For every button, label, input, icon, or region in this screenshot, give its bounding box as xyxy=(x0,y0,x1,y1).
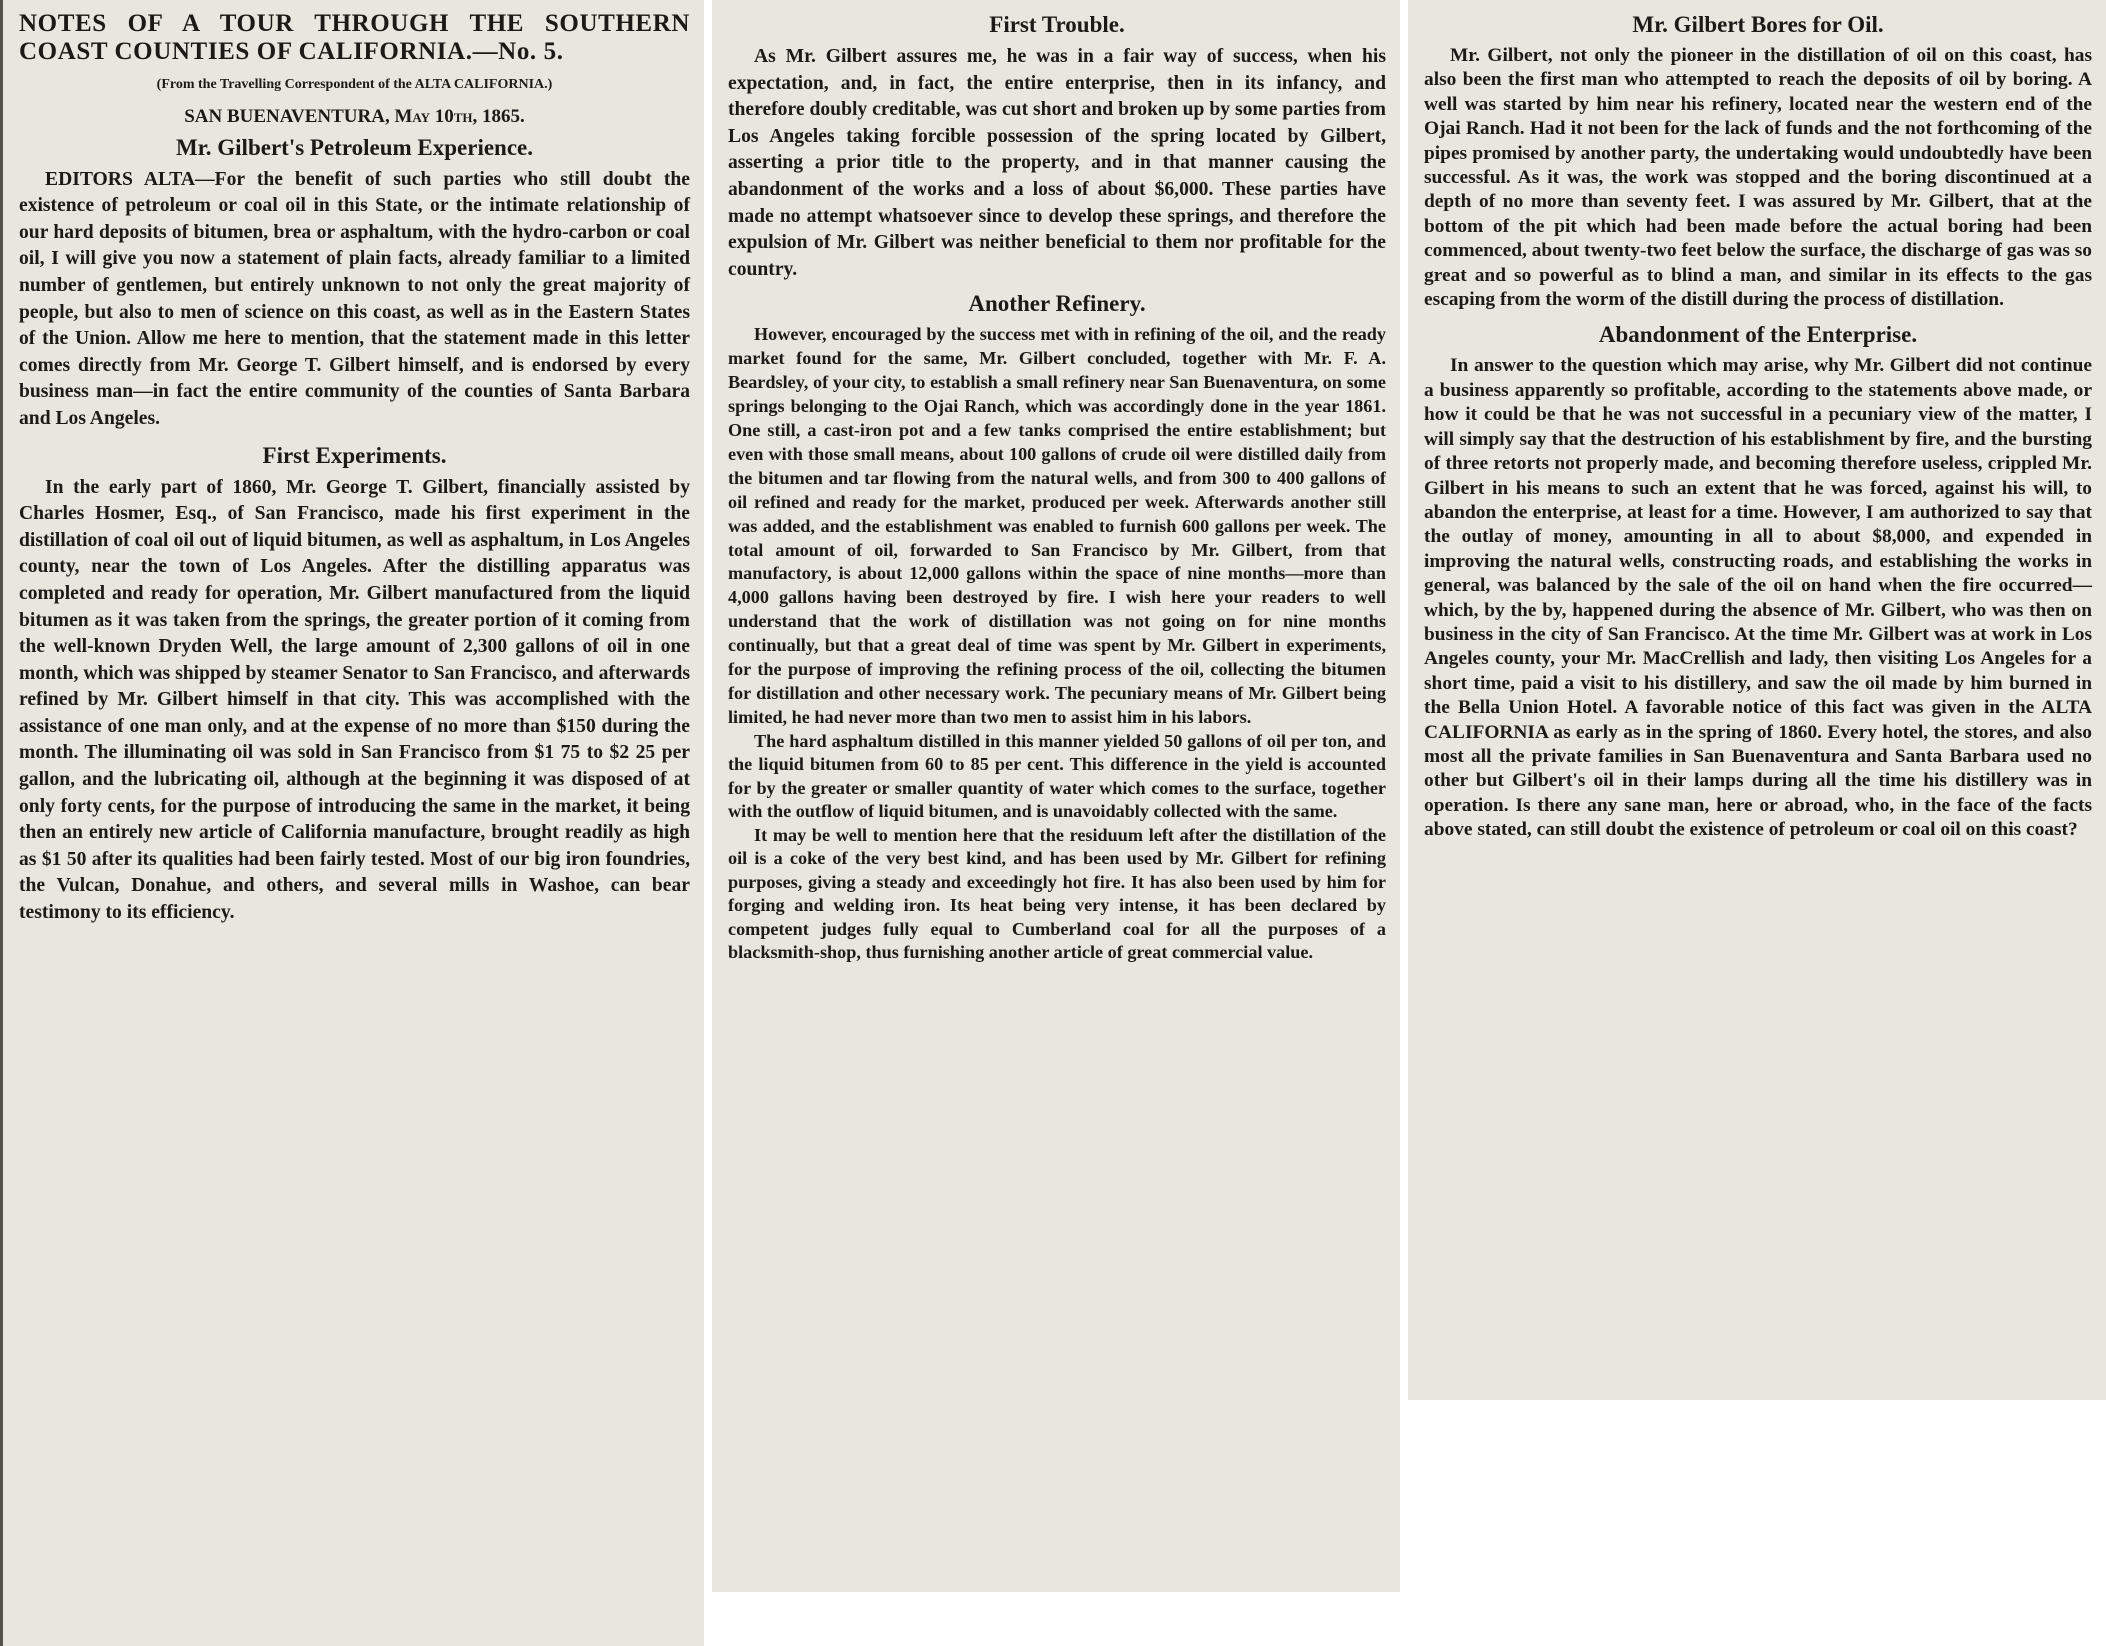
paragraph: As Mr. Gilbert assures me, he was in a fair way of success, when his expectation, and, in fact, the entire enterprise, then in its infancy, and therefore doubly creditable, was cut short and broken up by some parties from Los Angeles taking forcible possession of the spring located by Gilbert, asserting a prior title to the property, and in that manner causing the abandonment of the works and a loss of about $6,000. These parties have made no attempt whatsoever since to develop these springs, and therefore the expulsion of Mr. Gilbert was neither beneficial to them nor profitable for the country. xyxy=(728,46,1386,280)
dateline: SAN BUENAVENTURA, May 10th, 1865. xyxy=(184,106,525,127)
source-line: (From the Travelling Correspondent of the ALTA CALIFORNIA.) xyxy=(156,77,553,92)
column-1 xyxy=(0,0,704,1646)
paragraph: It may be well to mention here that the residuum left after the distillation of the oil is a coke of the very best kind, and has been used by Mr. Gilbert for refining purposes, giving a steady and exceedingly hot fire. It has also been used by him for forging and welding iron. Its heat being very intense, it has been declared by competent judges fully equal to Cumberland coal for all the purposes of a blacksmith-shop, thus furnishing another article of great commercial value. xyxy=(728,824,1386,963)
paragraph: In answer to the question which may arise, why Mr. Gilbert did not continue a business apparently so profitable, according to the statements above made, or how it could be that he was not successful in a pecuniary view of the matter, I will simply say that the destruction of his establishment by fire, and the bursting of three retorts not properly made, and becoming therefore useless, crippled Mr. Gilbert in his means to such an extent that he was forced, against his will, to abandon the enterprise, at least for a time. However, I am authorized to say that the outlay of money, amounting in all to about $8,000, and expended in improving the natural wells, constructing roads, and establishing the works in general, was balanced by the sale of the oil on hand when the fire occurred—which, by the by, happened during the absence of Mr. Gilbert, who was then on business in the city of San Francisco. At the time Mr. Gilbert was at work in Los Angeles county, your Mr. MacCrellish and lady, then visiting Los Angeles for a short time, paid a visit to his distillery, and saw the oil made by him burned in the Bella Union Hotel. A favorable notice of this fact was given in the ALTA CALIFORNIA as early as in the spring of 1860. Every hotel, the stores, and also most all the private families in San Buenaventura and Santa Barbara used no other but Gilbert's oil in their lamps during all the time his distillery was in operation. Is there any sane man, here or abroad, who, in the face of the facts above stated, can still doubt the existence of petroleum or coal oil on this coast? xyxy=(1424,355,2092,841)
paragraph: The hard asphaltum distilled in this manner yielded 50 gallons of oil per ton, and the liquid bitumen from 60 to 85 per cent. This difference in the yield is accounted for by the greater or smaller quantity of water which comes to the surface, together with the outflow of liquid bitumen, and is unavoidably collected with the same. xyxy=(728,730,1386,822)
column-3 xyxy=(1408,0,2106,1400)
paragraph: EDITORS ALTA—For the benefit of such parties who still doubt the existence of petroleum or coal oil in this State, or the intimate relationship of our hard deposits of bitumen, brea or asphaltum, with the hydro-carbon or coal oil, I will give you now a statement of plain facts, already familiar to a limited number of gentlemen, but entirely unknown to not only the great majority of people, but also to men of science on this coast, as well as in the Eastern States of the Union. Allow me here to mention, that the statement made in this letter comes directly from Mr. George T. Gilbert himself, and is endorsed by every business man—in fact the entire community of the counties of Santa Barbara and Los Angeles. xyxy=(19,168,690,429)
section-heading: First Experiments. xyxy=(262,442,447,468)
section-heading: First Trouble. xyxy=(989,12,1125,37)
paragraph: In the early part of 1860, Mr. George T. Gilbert, financially assisted by Charles Hosmer, Esq., of San Francisco, made his first experiment in the distillation of coal oil out of liquid bitumen, as well as asphaltum, in Los Angeles county, near the town of Los Angeles. After the distilling apparatus was completed and ready for operation, Mr. Gilbert manufactured from the liquid bitumen as it was taken from the springs, the greater portion of it coming from the well-known Dryden Well, the large amount of 2,300 gallons of oil in one month, which was shipped by steamer Senator to San Francisco, and afterwards refined by Mr. Gilbert himself in that city. This was accomplished with the assistance of one man only, and at the expense of no more than $150 during the month. The illuminating oil was sold in San Francisco from $1 75 to $2 25 per gallon, and the lubricating oil, although at the beginning it was disposed of at only forty cents, for the purpose of introducing the same in the market, it being then an entirely new article of California manufacture, brought readily as high as $1 50 after its qualities had been fairly tested. Most of our big iron foundries, the Vulcan, Donahue, and others, and several mills in Washoe, can bear testimony to its efficiency. xyxy=(19,476,690,924)
column-2 xyxy=(712,0,1400,1592)
section-heading: Mr. Gilbert's Petroleum Experience. xyxy=(175,134,534,160)
paragraph: Mr. Gilbert, not only the pioneer in the distillation of oil on this coast, has also been the first man who attempted to reach the deposits of oil by boring. A well was started by him near his refinery, located near the western end of the Ojai Ranch. Had it not been for the lack of funds and the not forthcoming of the pipes promised by another party, the undertaking would undoubtedly have been successful. As it was, the work was stopped and the boring discontinued at a depth of no more than seventy feet. I was assured by Mr. Gilbert, that at the bottom of the pit which had been made before the actual boring had been commenced, about twenty-two feet below the surface, the discharge of gas was so great and so powerful as to blind a man, and similar in its effects to the gas escaping from the worm of the distill during the process of distillation. xyxy=(1424,45,2092,311)
paragraph: However, encouraged by the success met with in refining of the oil, and the ready market found for the same, Mr. Gilbert concluded, together with Mr. F. A. Beardsley, of your city, to establish a small refinery near San Buenaventura, on some springs belonging to the Ojai Ranch, which was accordingly done in the year 1861. One still, a cast-iron pot and a few tanks comprised the entire establishment; but even with those small means, about 100 gallons of crude oil were distilled daily from the bitumen and tar flowing from the natural wells, and from 300 to 400 gallons of oil refined and ready for the market, produced per week. Afterwards another still was added, and the establishment was enabled to furnish 600 gallons per week. The total amount of oil, forwarded to San Francisco by Mr. Gilbert, from that manufactory, is about 12,000 gallons within the space of nine months—more than 4,000 gallons having been destroyed by fire. I wish here your readers to well understand that the work of distillation was not going on for nine months continually, but that a great deal of time was spent by Mr. Gilbert in experiments, for the purpose of improving the refining process of the oil, collecting the bitumen for distillation and other necessary work. The pecuniary means of Mr. Gilbert being limited, he had never more than two men to assist him in his labors. xyxy=(728,324,1386,727)
section-heading: Mr. Gilbert Bores for Oil. xyxy=(1632,12,1884,37)
article-title: NOTES OF A TOUR THROUGH THE SOUTHERN COAST COUNTIES OF CALIFORNIA.—No. 5. xyxy=(19,10,690,65)
section-heading: Another Refinery. xyxy=(968,291,1146,317)
section-heading: Abandonment of the Enterprise. xyxy=(1598,322,1918,348)
